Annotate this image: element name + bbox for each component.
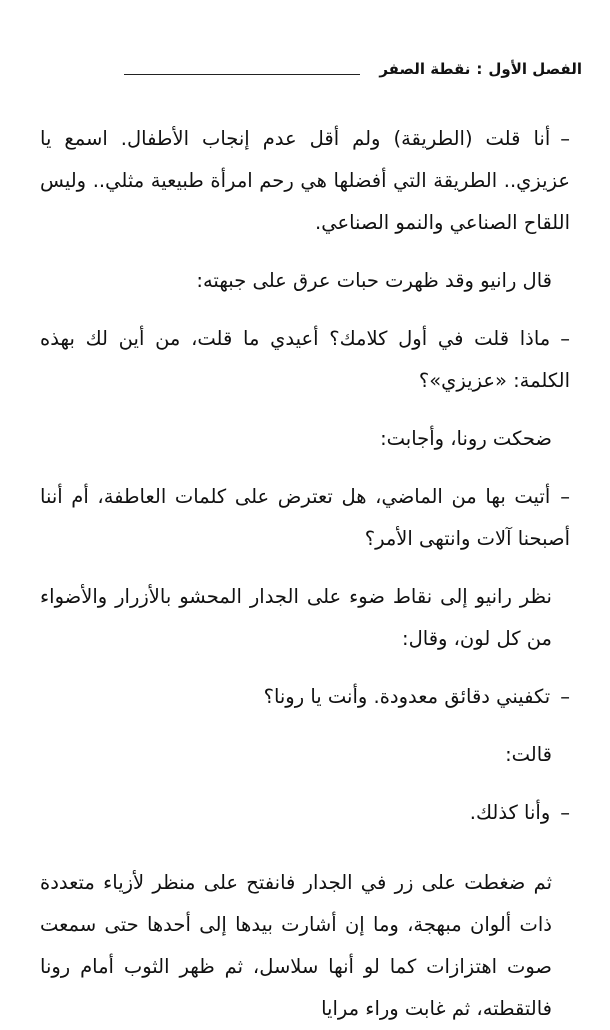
dialog-paragraph-1 — [40, 118, 570, 244]
page-body — [40, 118, 570, 1030]
paragraph-text: تكفيني دقائق معدودة. وأنت يا رونا؟ — [263, 685, 551, 708]
dialog-paragraph-3 — [40, 476, 570, 560]
narration-paragraph-5 — [40, 862, 570, 1030]
dialog-dash: – — [560, 801, 570, 824]
running-header — [379, 60, 582, 78]
dialog-paragraph-2 — [40, 318, 570, 402]
narration-paragraph-2 — [40, 418, 570, 460]
paragraph-text: قال رانيو وقد ظهرت حبات عرق على جبهته: — [196, 269, 552, 292]
paragraph-text: قالت: — [505, 743, 552, 766]
paragraph-text: أتيت بها من الماضي، هل تعترض على كلمات العاطفة، أم أننا أصبحنا آلات وانتهى الأمر؟ — [40, 485, 570, 550]
paragraph-text: ضحكت رونا، وأجابت: — [380, 427, 552, 450]
dialog-paragraph-4 — [40, 676, 570, 718]
paragraph-text: ماذا قلت في أول كلامك؟ أعيدي ما قلت، من أين لك بهذه الكلمة: «عزيزي»؟ — [40, 327, 570, 392]
dialog-dash: – — [560, 685, 570, 708]
narration-paragraph-3 — [40, 576, 570, 660]
narration-paragraph-4 — [40, 734, 570, 776]
narration-paragraph-1 — [40, 260, 570, 302]
header-separator: : — [476, 60, 483, 78]
paragraph-text: ثم ضغطت على زر في الجدار فانفتح على منظر لأزياء متعددة ذات ألوان مبهجة، وما إن أشارت بيدها إلى أحدها حتى سمعت صوت اهتزازات كما لو أنها سلاسل، ثم ظهر الثوب أمام رونا فالتقطته، ثم غابت وراء مرايا — [40, 871, 552, 1020]
dialog-dash: – — [560, 485, 570, 508]
paragraph-text: وأنا كذلك. — [469, 801, 551, 824]
chapter-title: نقطة الصفر — [379, 60, 471, 78]
dialog-paragraph-5 — [40, 792, 570, 834]
chapter-label: الفصل الأول — [488, 60, 582, 78]
paragraph-text: نظر رانيو إلى نقاط ضوء على الجدار المحشو بالأزرار والأضواء من كل لون، وقال: — [40, 585, 552, 650]
dialog-dash: – — [560, 327, 570, 350]
dialog-dash: – — [560, 127, 570, 150]
paragraph-text: أنا قلت (الطريقة) ولم أقل عدم إنجاب الأطفال. اسمع يا عزيزي.. الطريقة التي أفضلها هي رحم امرأة طبيعية مثلي.. وليس اللقاح الصناعي والنمو الصناعي. — [40, 127, 570, 234]
header-rule — [124, 74, 360, 75]
